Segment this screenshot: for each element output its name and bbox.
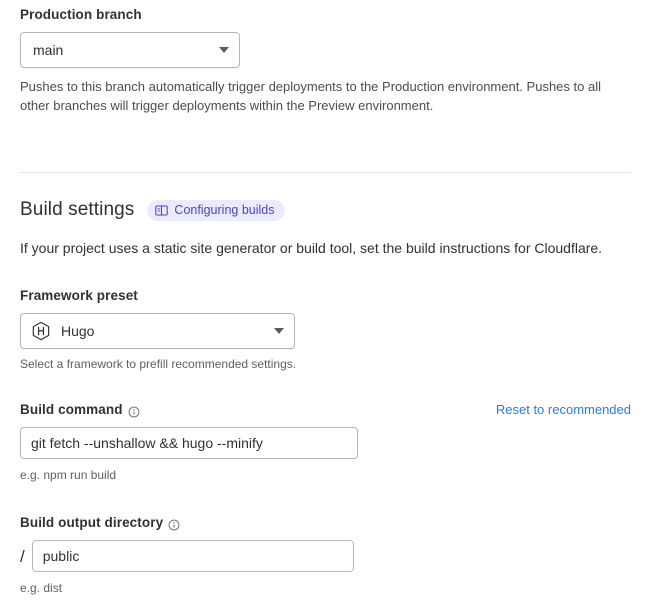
build-command-label-group <box>20 402 140 417</box>
build-settings-title: Build settings <box>20 199 135 220</box>
build-settings-description: If your project uses a static site generator or build tool, set the build instructions for Cloudflare. <box>20 240 603 256</box>
chevron-down-icon <box>274 328 284 334</box>
build-output-directory-label: Build output directory <box>20 515 164 530</box>
configuring-builds-doc-link[interactable] <box>147 200 285 221</box>
production-branch-value: main <box>33 42 64 58</box>
path-prefix-slash: / <box>20 546 25 566</box>
build-output-directory-row <box>20 540 631 572</box>
chevron-down-icon <box>219 47 229 53</box>
hugo-logo-icon <box>31 321 51 341</box>
build-command-label: Build command <box>20 402 123 417</box>
reset-to-recommended-button[interactable]: Reset to recommended <box>495 402 631 417</box>
book-icon <box>155 204 168 217</box>
info-icon[interactable] <box>168 518 180 530</box>
framework-preset-select[interactable] <box>20 313 295 349</box>
framework-preset-value: Hugo <box>61 323 95 339</box>
build-configuration-panel <box>0 7 651 595</box>
build-command-input[interactable] <box>20 427 358 459</box>
build-settings-header <box>20 199 631 221</box>
build-output-directory-label-group <box>20 515 631 530</box>
build-command-header-row <box>20 402 631 417</box>
production-branch-label: Production branch <box>20 7 142 22</box>
framework-preset-label: Framework preset <box>20 288 138 303</box>
configuring-builds-label: Configuring builds <box>174 202 275 217</box>
section-divider <box>20 172 631 173</box>
production-branch-select[interactable] <box>20 32 240 68</box>
framework-preset-hint: Select a framework to prefill recommended settings. <box>20 357 297 371</box>
production-branch-help-text: Pushes to this branch automatically trigger deployments to the Production environment. Pushes to all other branches will trigger deployments within the Preview environment. <box>20 79 601 113</box>
build-command-hint: e.g. npm run build <box>20 468 117 482</box>
build-output-directory-input[interactable] <box>32 540 354 572</box>
build-output-directory-hint: e.g. dist <box>20 581 63 595</box>
info-icon[interactable] <box>128 405 140 417</box>
